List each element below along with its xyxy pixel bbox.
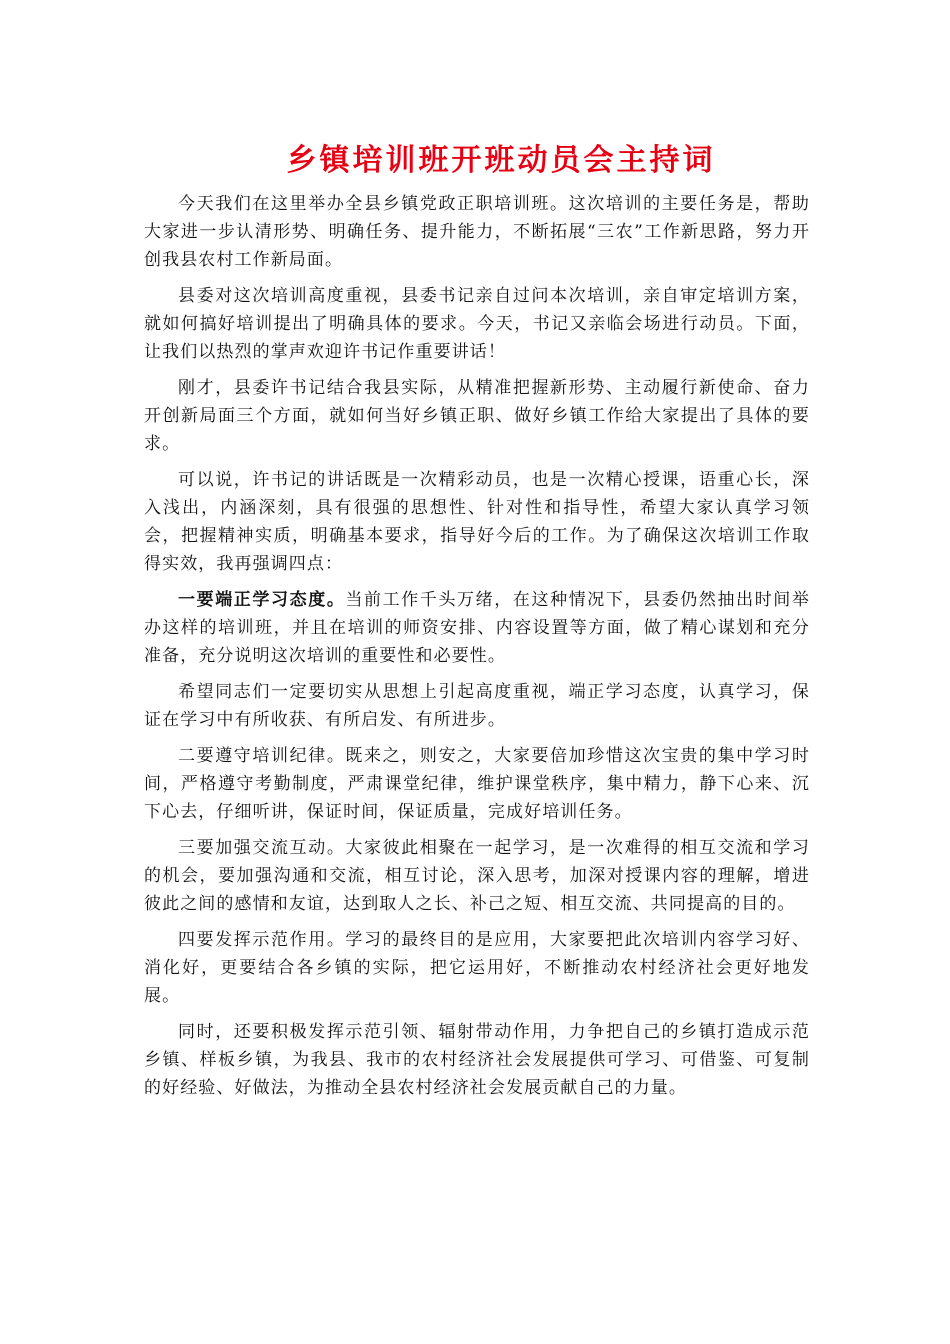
document-body [144,190,810,1110]
paragraph-7 [144,742,810,826]
paragraph-10 [144,1018,810,1102]
paragraph-lead-bold: 一要端正学习态度。 [178,590,346,610]
paragraph-8 [144,834,810,918]
paragraph-text: 今天我们在这里举办全县乡镇党政正职培训班。这次培训的主要任务是，帮助大家进一步认清形势、明确任务、提升能力，不断拓展“三农”工作新思路，努力开创我县农村工作新局面。 [144,194,810,270]
paragraph-2 [144,282,810,366]
paragraph-text: 可以说，许书记的讲话既是一次精彩动员，也是一次精心授课，语重心长，深入浅出，内涵深刻，具有很强的思想性、针对性和指导性，希望大家认真学习领会，把握精神实质，明确基本要求，指导好今后的工作。为了确保这次培训工作取得实效，我再强调四点： [144,470,810,574]
paragraph-text: 同时，还要积极发挥示范引领、辐射带动作用，力争把自己的乡镇打造成示范乡镇、样板乡镇，为我县、我市的农村经济社会发展提供可学习、可借鉴、可复制的好经验、好做法，为推动全县农村经济社会发展贡献自己的力量。 [144,1022,810,1098]
paragraph-9 [144,926,810,1010]
paragraph-5 [144,586,810,670]
paragraph-text: 希望同志们一定要切实从思想上引起高度重视，端正学习态度，认真学习，保证在学习中有所收获、有所启发、有所进步。 [144,682,810,730]
paragraph-text: 县委对这次培训高度重视，县委书记亲自过问本次培训，亲自审定培训方案，就如何搞好培训提出了明确具体的要求。今天，书记又亲临会场进行动员。下面，让我们以热烈的掌声欢迎许书记作重要讲话！ [144,286,810,362]
paragraph-3 [144,374,810,458]
paragraph-6 [144,678,810,734]
paragraph-4 [144,466,810,578]
document-title: 乡镇培训班开班动员会主持词 [286,143,716,178]
paragraph-text: 当前工作千头万绪，在这种情况下，县委仍然抽出时间举办这样的培训班，并且在培训的师资安排、内容设置等方面，做了精心谋划和充分准备，充分说明这次培训的重要性和必要性。 [144,590,811,666]
paragraph-text: 三要加强交流互动。大家彼此相聚在一起学习，是一次难得的相互交流和学习的机会，要加强沟通和交流，相互讨论，深入思考，加深对授课内容的理解，增进彼此之间的感情和友谊，达到取人之长、补己之短、相互交流、共同提高的目的。 [144,838,810,914]
paragraph-text: 四要发挥示范作用。学习的最终目的是应用，大家要把此次培训内容学习好、消化好，更要结合各乡镇的实际，把它运用好，不断推动农村经济社会更好地发展。 [144,930,810,1006]
paragraph-text: 二要遵守培训纪律。既来之，则安之，大家要倍加珍惜这次宝贵的集中学习时间，严格遵守考勤制度，严肃课堂纪律，维护课堂秩序，集中精力，静下心来、沉下心去，仔细听讲，保证时间，保证质量，完成好培训任务。 [144,746,810,822]
paragraph-text: 刚才，县委许书记结合我县实际，从精准把握新形势、主动履行新使命、奋力开创新局面三个方面，就如何当好乡镇正职、做好乡镇工作给大家提出了具体的要求。 [144,378,810,454]
paragraph-1 [144,190,810,274]
